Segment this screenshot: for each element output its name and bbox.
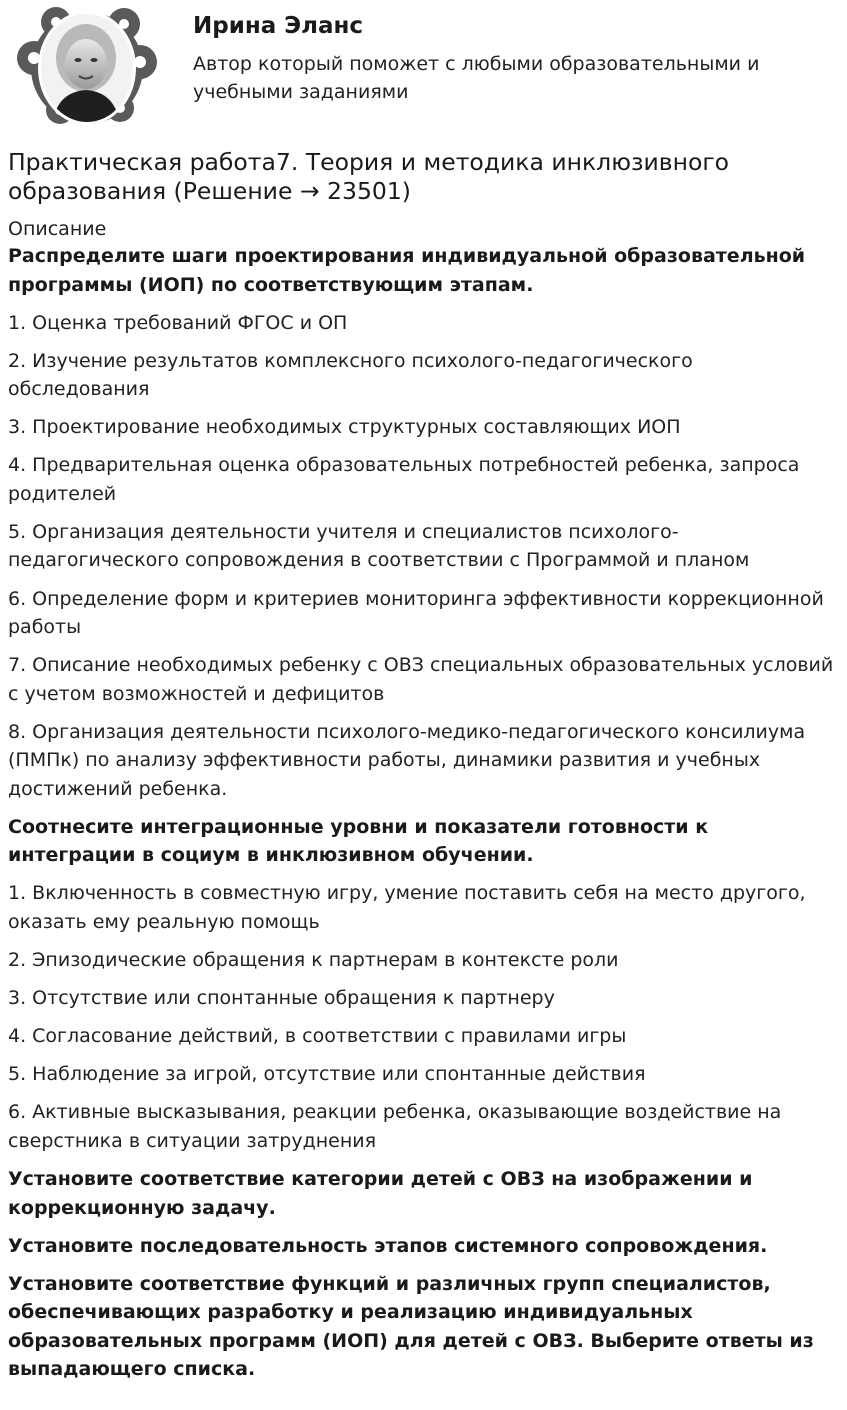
author-card	[8, 0, 839, 140]
list-item: 5. Наблюдение за игрой, отсутствие или спонтанные действия	[8, 1063, 646, 1086]
task-section	[8, 242, 839, 803]
section-heading: Установите последовательность этапов системного сопровождения.	[8, 1234, 768, 1257]
list-item: 2. Изучение результатов комплексного психолого-педагогического обследования	[8, 349, 693, 401]
section-heading: Распределите шаги проектирования индивидуальной образовательной программы (ИОП) по соответствующим этапам.	[8, 245, 806, 296]
list-item: 1. Оценка требований ФГОС и ОП	[8, 311, 348, 334]
list-item: 5. Организация деятельности учителя и специалистов психолого-педагогического сопровождения в соответствии с Программой и планом	[8, 520, 750, 572]
section-heading: Соотнесите интеграционные уровни и показатели готовности к интеграции в социум в инклюзивном обучении.	[8, 815, 709, 867]
list-item: 4. Согласование действий, в соответствии с правилами игры	[8, 1025, 627, 1048]
list-item: 6. Активные высказывания, реакции ребенка, оказывающие воздействие на сверстника в ситуации затруднения	[8, 1101, 782, 1152]
item-list	[8, 879, 839, 1155]
list-item: 1. Включенность в совместную игру, умение поставить себя на место другого, оказать ему реальную помощь	[8, 882, 806, 933]
author-bio: Автор который поможет с любыми образовательными и учебными заданиями	[193, 53, 760, 103]
work-title: Практическая работа7. Теория и методика инклюзивного образования (Решение → 23501)	[8, 148, 730, 205]
list-item: 6. Определение форм и критериев мониторинга эффективности коррекционной работы	[8, 587, 824, 639]
task-section	[8, 1232, 839, 1261]
section-heading: Установите соответствие функций и различных групп специалистов, обеспечивающих разработку и реализацию индивидуальных образовательных программ (ИОП) для детей с ОВЗ. Выберите ответы из выпадающего списка.	[8, 1272, 814, 1381]
list-item: 7. Описание необходимых ребенку с ОВЗ специальных образовательных условий с учетом возможностей и дефицитов	[8, 654, 834, 705]
list-item: 4. Предварительная оценка образовательных потребностей ребенка, запроса родителей	[8, 454, 800, 505]
task-section	[8, 813, 839, 1156]
task-section	[8, 1165, 839, 1222]
list-item: 2. Эпизодические обращения к партнерам в контексте роли	[8, 949, 619, 972]
list-item: 3. Проектирование необходимых структурных составляющих ИОП	[8, 416, 681, 439]
item-list	[8, 309, 839, 804]
author-avatar[interactable]	[16, 6, 158, 126]
author-name[interactable]: Ирина Эланс	[193, 13, 364, 39]
section-heading: Установите соответствие категории детей с ОВЗ на изображении и коррекционную задачу.	[8, 1168, 753, 1219]
description-label: Описание	[8, 218, 107, 240]
task-section	[8, 1270, 839, 1384]
list-item: 8. Организация деятельности психолого-медико-педагогического консилиума (ПМПк) по анализу эффективности работы, динамики развития и учебных достижений ребенка.	[8, 720, 806, 800]
list-item: 3. Отсутствие или спонтанные обращения к партнеру	[8, 987, 555, 1010]
